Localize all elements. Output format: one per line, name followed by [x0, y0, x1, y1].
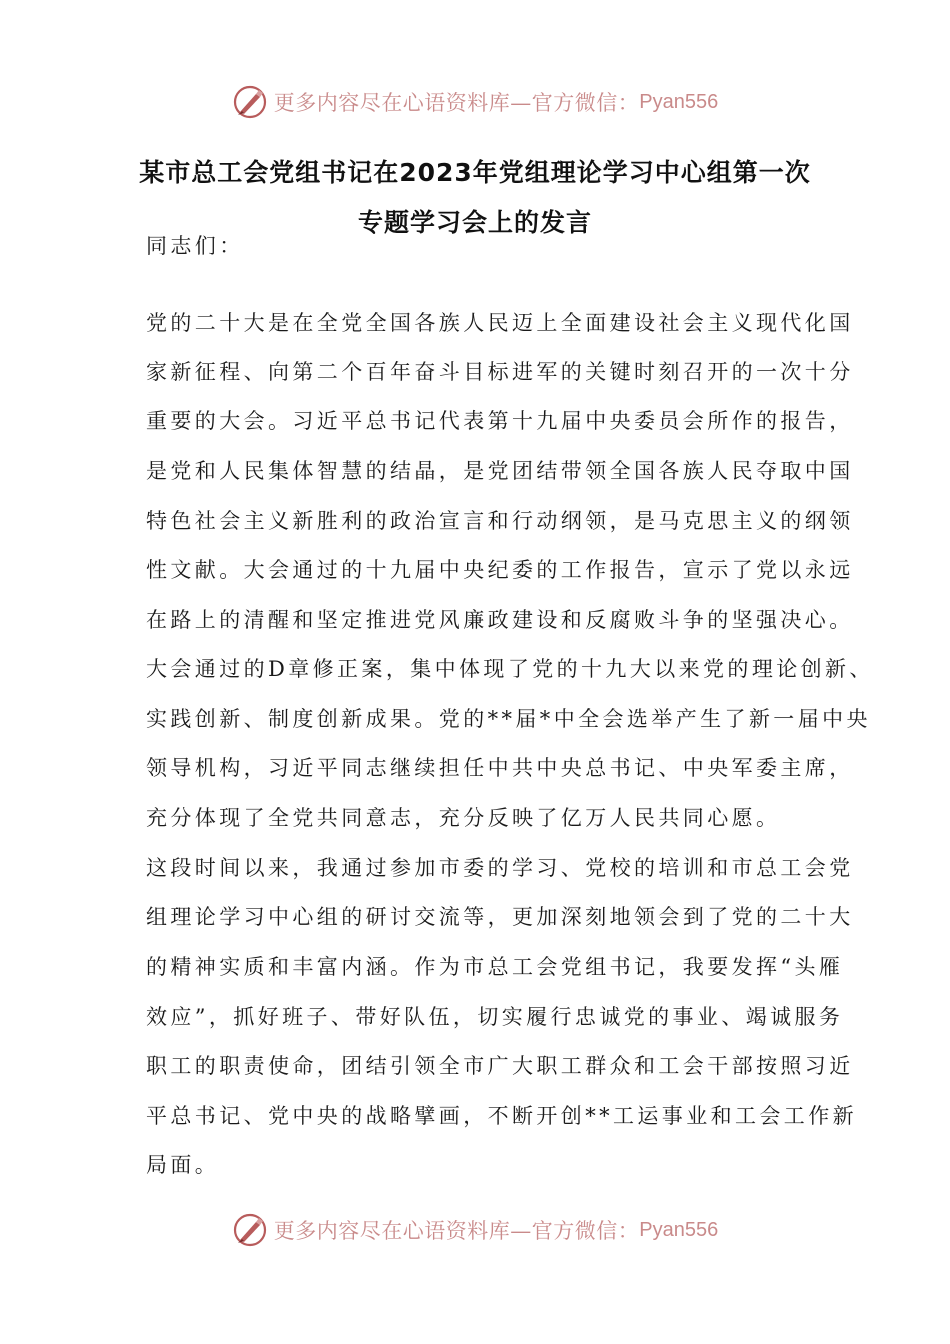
paragraph-1-line: 充分体现了全党共同意志，充分反映了亿万人民共同心愿。 — [146, 806, 781, 830]
paragraph-1-line: 实践创新、制度创新成果。党的**届*中全会选举产生了新一届中央 — [146, 707, 871, 731]
pen-logo-icon — [232, 84, 268, 120]
paragraph-2-line: 职工的职责使命，团结引领全市广大职工群众和工会干部按照习近 — [146, 1054, 854, 1078]
paragraph-1-line: 大会通过的D章修正案，集中体现了党的十九大以来党的理论创新、 — [146, 657, 874, 681]
paragraph-1-line: 领导机构，习近平同志继续担任中共中央总书记、中央军委主席， — [146, 756, 854, 780]
watermark-text: 更多内容尽在心语资料库—官方微信： — [273, 1219, 640, 1243]
paragraph-1-line: 特色社会主义新胜利的政治宣言和行动纲领，是马克思主义的纲领 — [146, 509, 854, 533]
paragraph-1-line: 是党和人民集体智慧的结晶，是党团结带领全国各族人民夺取中国 — [146, 459, 854, 483]
watermark-wechat-id: Pyan556 — [639, 90, 719, 113]
paragraph-1-line: 党的二十大是在全党全国各族人民迈上全面建设社会主义现代化国 — [146, 311, 854, 335]
paragraph-2-line: 组理论学习中心组的研讨交流等，更加深刻地领会到了党的二十大 — [146, 905, 854, 929]
document-title-line-2: 专题学习会上的发言 — [357, 208, 592, 237]
watermark-wechat-id: Pyan556 — [639, 1218, 719, 1241]
paragraph-2-line: 的精神实质和丰富内涵。作为市总工会党组书记，我要发挥“头雁 — [146, 955, 844, 979]
paragraph-2-line: 这段时间以来，我通过参加市委的学习、党校的培训和市总工会党 — [146, 856, 854, 880]
watermark-banner-bottom — [0, 1210, 950, 1250]
paragraph-2-line: 局面。 — [146, 1153, 220, 1177]
document-title-line-1: 某市总工会党组书记在2023年党组理论学习中心组第一次 — [139, 158, 811, 187]
watermark-text: 更多内容尽在心语资料库—官方微信： — [273, 91, 640, 115]
pen-logo-icon — [232, 1212, 268, 1248]
paragraph-2-line: 效应”，抓好班子、带好队伍，切实履行忠诚党的事业、竭诚服务 — [146, 1005, 844, 1029]
salutation: 同志们： — [146, 234, 244, 258]
watermark-banner-top — [0, 82, 950, 122]
paragraph-2-line: 平总书记、党中央的战略擘画，不断开创**工运事业和工会工作新 — [146, 1104, 857, 1128]
paragraph-1-line: 在路上的清醒和坚定推进党风廉政建设和反腐败斗争的坚强决心。 — [146, 608, 854, 632]
paragraph-1-line: 家新征程、向第二个百年奋斗目标进军的关键时刻召开的一次十分 — [146, 360, 854, 384]
paragraph-1-line: 重要的大会。习近平总书记代表第十九届中央委员会所作的报告， — [146, 409, 854, 433]
paragraph-1-line: 性文献。大会通过的十九届中央纪委的工作报告，宣示了党以永远 — [146, 558, 854, 582]
